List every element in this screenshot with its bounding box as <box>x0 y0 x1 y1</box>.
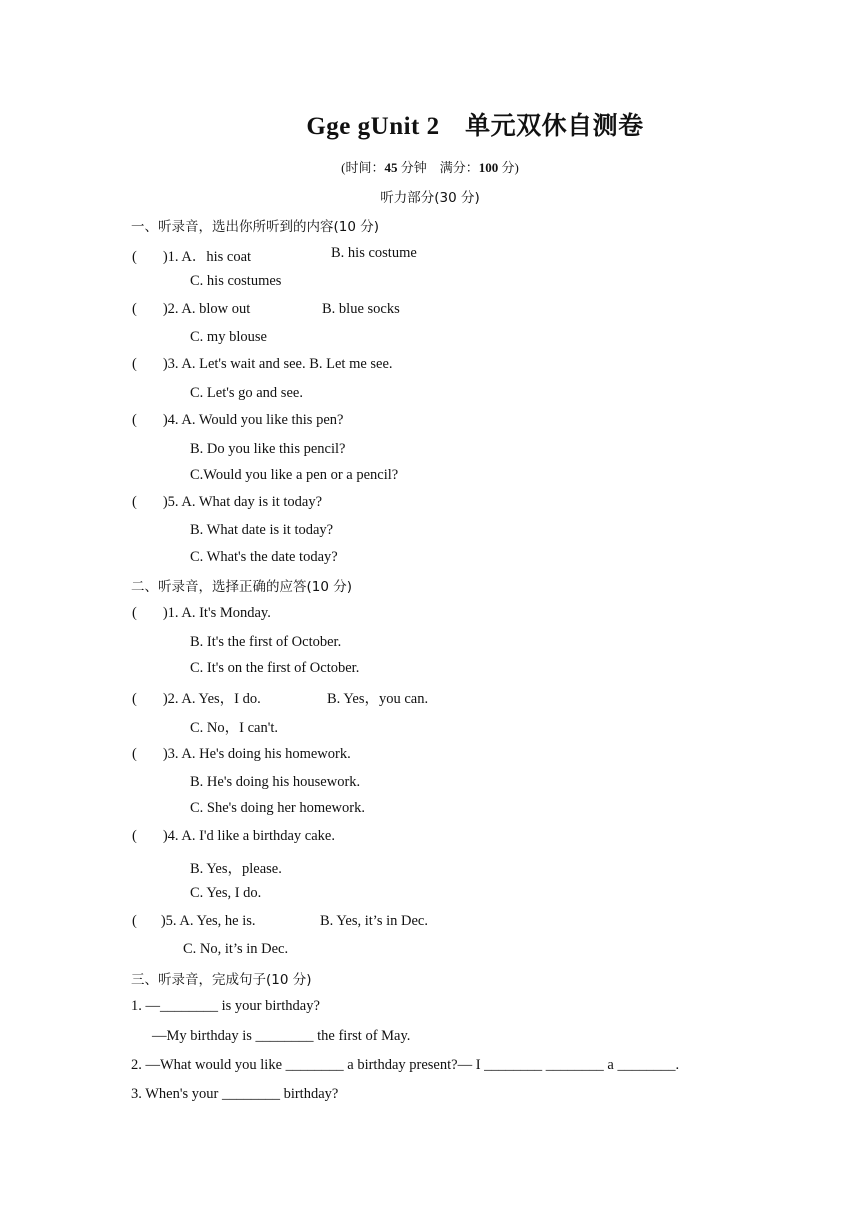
option-c: C. She's doing her homework. <box>190 800 365 816</box>
option-c: C.Would you like a pen or a pencil? <box>190 467 399 483</box>
answer-bracket: ( <box>132 913 137 929</box>
option-c: C. No，I can't. <box>190 720 278 736</box>
option-b: B. Do you like this pencil? <box>190 441 346 457</box>
page-title: Gge gUnit 2 单元双休自测卷 <box>306 113 644 140</box>
option-c: C. his costumes <box>190 273 282 289</box>
question-row: ( )4. A. Would you like this pen? <box>132 412 344 428</box>
option-c: C. It's on the first of October. <box>190 660 360 676</box>
question-row: ( )4. A. I'd like a birthday cake. <box>132 828 335 844</box>
question-row: ( )5. A. What day is it today? <box>132 494 323 510</box>
time-value: 45 <box>384 160 398 175</box>
option-b: B. Yes，you can. <box>327 691 429 707</box>
option-c: C. my blouse <box>190 329 267 345</box>
option-b: B. Yes，please. <box>190 861 282 877</box>
question-row: ( )3. A. He's doing his homework. <box>132 746 351 762</box>
time-label: (时间： <box>341 160 385 175</box>
fill-line: —My birthday is ________ the first of May. <box>152 1028 411 1044</box>
option-b: B. blue socks <box>322 301 400 317</box>
fill-line: 3. When's your ________ birthday? <box>131 1086 339 1102</box>
option-b: B. What date is it today? <box>190 522 334 538</box>
option-c: C. Yes, I do. <box>190 885 262 901</box>
answer-bracket: ( <box>132 605 137 621</box>
fill-line: 2. —What would you like ________ a birthday present?— I ________ ________ a ________. <box>131 1057 680 1073</box>
option-b: B. his costume <box>331 245 417 261</box>
answer-bracket: ( <box>132 301 137 317</box>
answer-bracket: ( <box>132 828 137 844</box>
answer-bracket: ( <box>132 691 137 707</box>
question-row: ( )2. A. blow out <box>132 301 251 317</box>
listening-header: 听力部分(30 分) <box>380 190 480 206</box>
answer-bracket: ( <box>132 494 137 510</box>
option-b: B. Yes, it’s in Dec. <box>320 913 428 929</box>
answer-bracket: ( <box>132 249 137 265</box>
answer-bracket: ( <box>132 412 137 428</box>
option-b: B. It's the first of October. <box>190 634 342 650</box>
question-row: ( )2. A. Yes，I do. <box>132 691 261 707</box>
answer-bracket: ( <box>132 746 137 762</box>
option-c: C. No, it’s in Dec. <box>183 941 289 957</box>
time-unit: 分钟 满分： <box>400 160 479 175</box>
score-unit: 分) <box>501 160 519 175</box>
fill-line: 1. —________ is your birthday? <box>131 998 320 1014</box>
question-row: ( )1. A. It's Monday. <box>132 605 271 621</box>
answer-bracket: ( <box>132 356 137 372</box>
question-row: ( )1. A．his coat <box>132 249 252 265</box>
option-c: C. What's the date today? <box>190 549 338 565</box>
question-row: ( )5. A. Yes, he is. <box>132 913 256 929</box>
question-row: ( )3. A. Let's wait and see. B. Let me see. <box>132 356 393 372</box>
option-b: B. He's doing his housework. <box>190 774 361 790</box>
score-value: 100 <box>478 160 499 175</box>
exam-meta <box>0 157 860 176</box>
section1-heading: 一、听录音，选出你所听到的内容(10 分) <box>131 219 380 235</box>
option-c: C. Let's go and see. <box>190 385 303 401</box>
section3-heading: 三、听录音，完成句子(10 分) <box>131 972 312 988</box>
section2-heading: 二、听录音，选择正确的应答(10 分) <box>131 579 353 595</box>
